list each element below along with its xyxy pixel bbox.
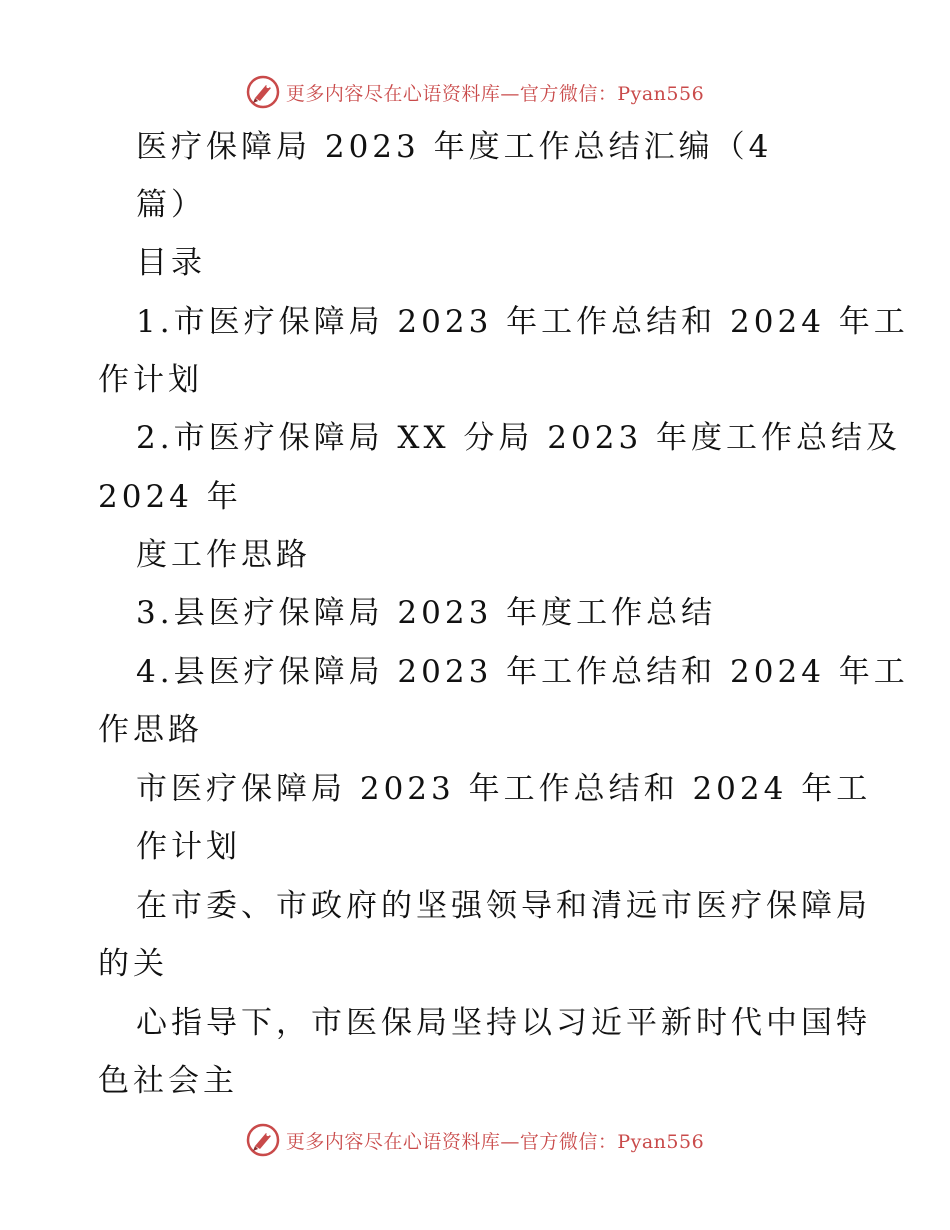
watermark-text: 更多内容尽在心语资料库—官方微信：Pyan556 xyxy=(285,1130,705,1153)
toc-item-4-continued: 作思路 xyxy=(98,712,203,748)
footer-watermark xyxy=(0,1120,950,1160)
toc-item-1: 1.市医疗保障局 2023 年工作总结和 2024 年工 xyxy=(136,304,909,340)
body-paragraph-line: 色社会主 xyxy=(98,1063,238,1099)
document-title-continued: 篇） xyxy=(136,187,206,223)
section-heading: 市医疗保障局 2023 年工作总结和 2024 年工 xyxy=(136,771,872,807)
toc-item-2-continued: 2024 年 xyxy=(98,479,242,515)
toc-item-2: 2.市医疗保障局 XX 分局 2023 年度工作总结及 xyxy=(136,420,902,456)
body-paragraph-line: 心指导下，市医保局坚持以习近平新时代中国特 xyxy=(136,1005,871,1041)
pen-logo-icon xyxy=(246,1123,280,1157)
document-title: 医疗保障局 2023 年度工作总结汇编（4 xyxy=(136,129,773,165)
toc-item-4: 4.县医疗保障局 2023 年工作总结和 2024 年工 xyxy=(136,654,909,690)
body-paragraph-line: 在市委、市政府的坚强领导和清远市医疗保障局 xyxy=(136,888,871,924)
toc-heading: 目录 xyxy=(136,245,206,281)
section-heading-continued: 作计划 xyxy=(136,829,241,865)
pen-logo-icon xyxy=(246,75,280,109)
header-watermark xyxy=(0,72,950,112)
body-paragraph-line: 的关 xyxy=(98,946,168,982)
toc-item-3: 3.县医疗保障局 2023 年度工作总结 xyxy=(136,595,717,631)
watermark-text: 更多内容尽在心语资料库—官方微信：Pyan556 xyxy=(285,82,705,105)
toc-item-2-continued-2: 度工作思路 xyxy=(136,537,311,573)
toc-item-1-continued: 作计划 xyxy=(98,362,203,398)
